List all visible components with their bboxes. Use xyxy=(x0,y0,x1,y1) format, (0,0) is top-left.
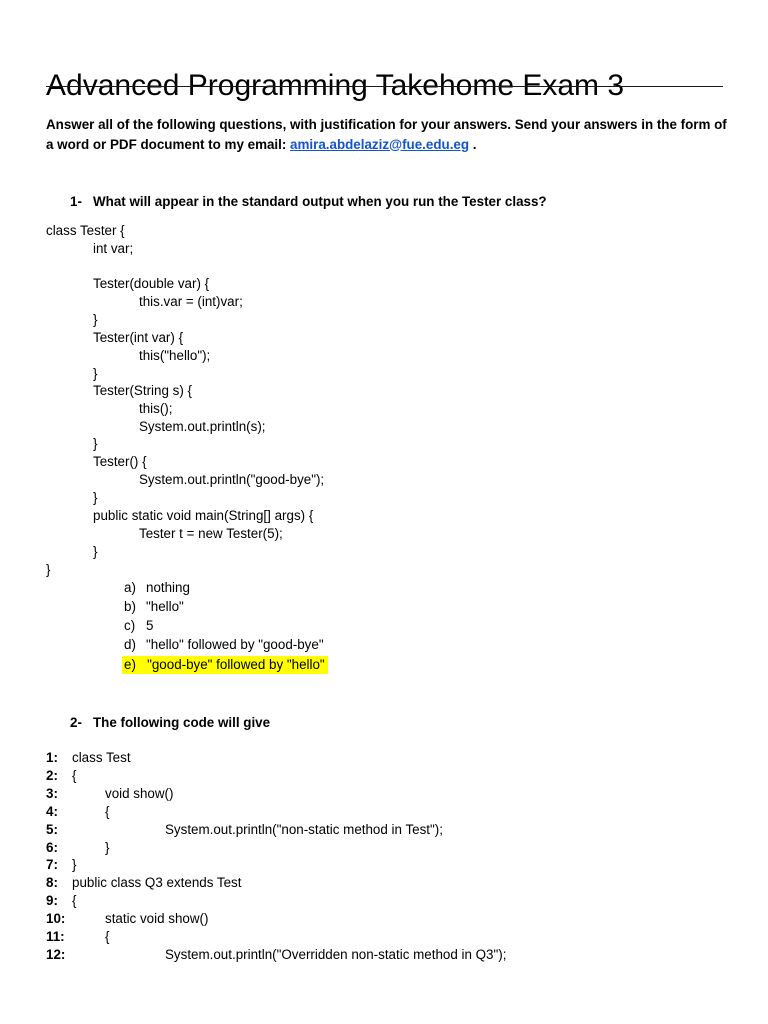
option-a-letter: a) xyxy=(124,580,136,595)
code-line: Tester t = new Tester(5); xyxy=(139,526,283,541)
code-line: this(); xyxy=(139,401,173,416)
line-number: 9: xyxy=(46,893,58,908)
code-line: } xyxy=(93,312,98,327)
option-e-highlighted xyxy=(122,656,328,674)
instructions-paragraph xyxy=(46,115,736,154)
code-line: { xyxy=(105,929,110,944)
option-b-letter: b) xyxy=(124,599,136,614)
instructions-end: . xyxy=(469,136,477,152)
code-line: this("hello"); xyxy=(139,348,211,363)
option-c-letter: c) xyxy=(124,618,136,633)
line-number: 4: xyxy=(46,804,58,819)
code-line: Tester(double var) { xyxy=(93,276,210,291)
line-number: 1: xyxy=(46,750,58,765)
code-line: public static void main(String[] args) { xyxy=(93,508,314,523)
line-number: 5: xyxy=(46,822,58,837)
code-line: class Tester { xyxy=(46,223,125,238)
option-e-text: "good-bye" followed by "hello" xyxy=(147,657,325,672)
line-number: 3: xyxy=(46,786,58,801)
email-link[interactable]: amira.abdelaziz@fue.edu.eg xyxy=(290,136,470,152)
code-line: } xyxy=(93,490,98,505)
code-line: static void show() xyxy=(105,911,209,926)
code-line: } xyxy=(46,562,51,577)
line-number: 6: xyxy=(46,840,58,855)
code-line: System.out.println(s); xyxy=(139,419,266,434)
code-line: System.out.println("good-bye"); xyxy=(139,472,325,487)
code-line: { xyxy=(72,893,77,908)
code-line: } xyxy=(93,544,98,559)
option-d-text: "hello" followed by "good-bye" xyxy=(146,637,324,652)
instructions-text: Answer all of the following questions, with justification for your answers. Send your answers in the form of a word or PDF document to my email: xyxy=(46,117,727,152)
question-1-number: 1- xyxy=(70,194,82,209)
option-d-letter: d) xyxy=(124,637,136,652)
code-line: Tester(String s) { xyxy=(93,383,192,398)
code-line: } xyxy=(105,840,110,855)
line-number: 8: xyxy=(46,875,58,890)
question-1-text: What will appear in the standard output when you run the Tester class? xyxy=(93,194,547,209)
question-2-text: The following code will give xyxy=(93,715,271,730)
option-a-text: nothing xyxy=(146,580,190,595)
code-line: this.var = (int)var; xyxy=(139,294,243,309)
code-line: void show() xyxy=(105,786,174,801)
option-b-text: "hello" xyxy=(146,599,184,614)
title-underline xyxy=(46,86,723,87)
code-line: Tester(int var) { xyxy=(93,330,184,345)
code-line: Tester() { xyxy=(93,454,147,469)
line-number: 11: xyxy=(46,929,65,944)
code-line: { xyxy=(105,804,110,819)
code-line: } xyxy=(93,436,98,451)
code-line: System.out.println("non-static method in Test"); xyxy=(165,822,443,837)
code-line: System.out.println("Overridden non-static method in Q3"); xyxy=(165,947,507,962)
question-2-number: 2- xyxy=(70,715,82,730)
line-number: 7: xyxy=(46,857,58,872)
code-line: public class Q3 extends Test xyxy=(72,875,242,890)
line-number: 10: xyxy=(46,911,66,926)
code-line: int var; xyxy=(93,241,134,256)
code-line: } xyxy=(93,366,98,381)
option-e-letter: e) xyxy=(124,657,136,672)
code-line: class Test xyxy=(72,750,131,765)
code-line: { xyxy=(72,768,77,783)
line-number: 12: xyxy=(46,947,66,962)
page-title: Advanced Programming Takehome Exam 3 xyxy=(46,69,625,103)
line-number: 2: xyxy=(46,768,58,783)
option-c-text: 5 xyxy=(146,618,154,633)
code-line: } xyxy=(72,857,77,872)
